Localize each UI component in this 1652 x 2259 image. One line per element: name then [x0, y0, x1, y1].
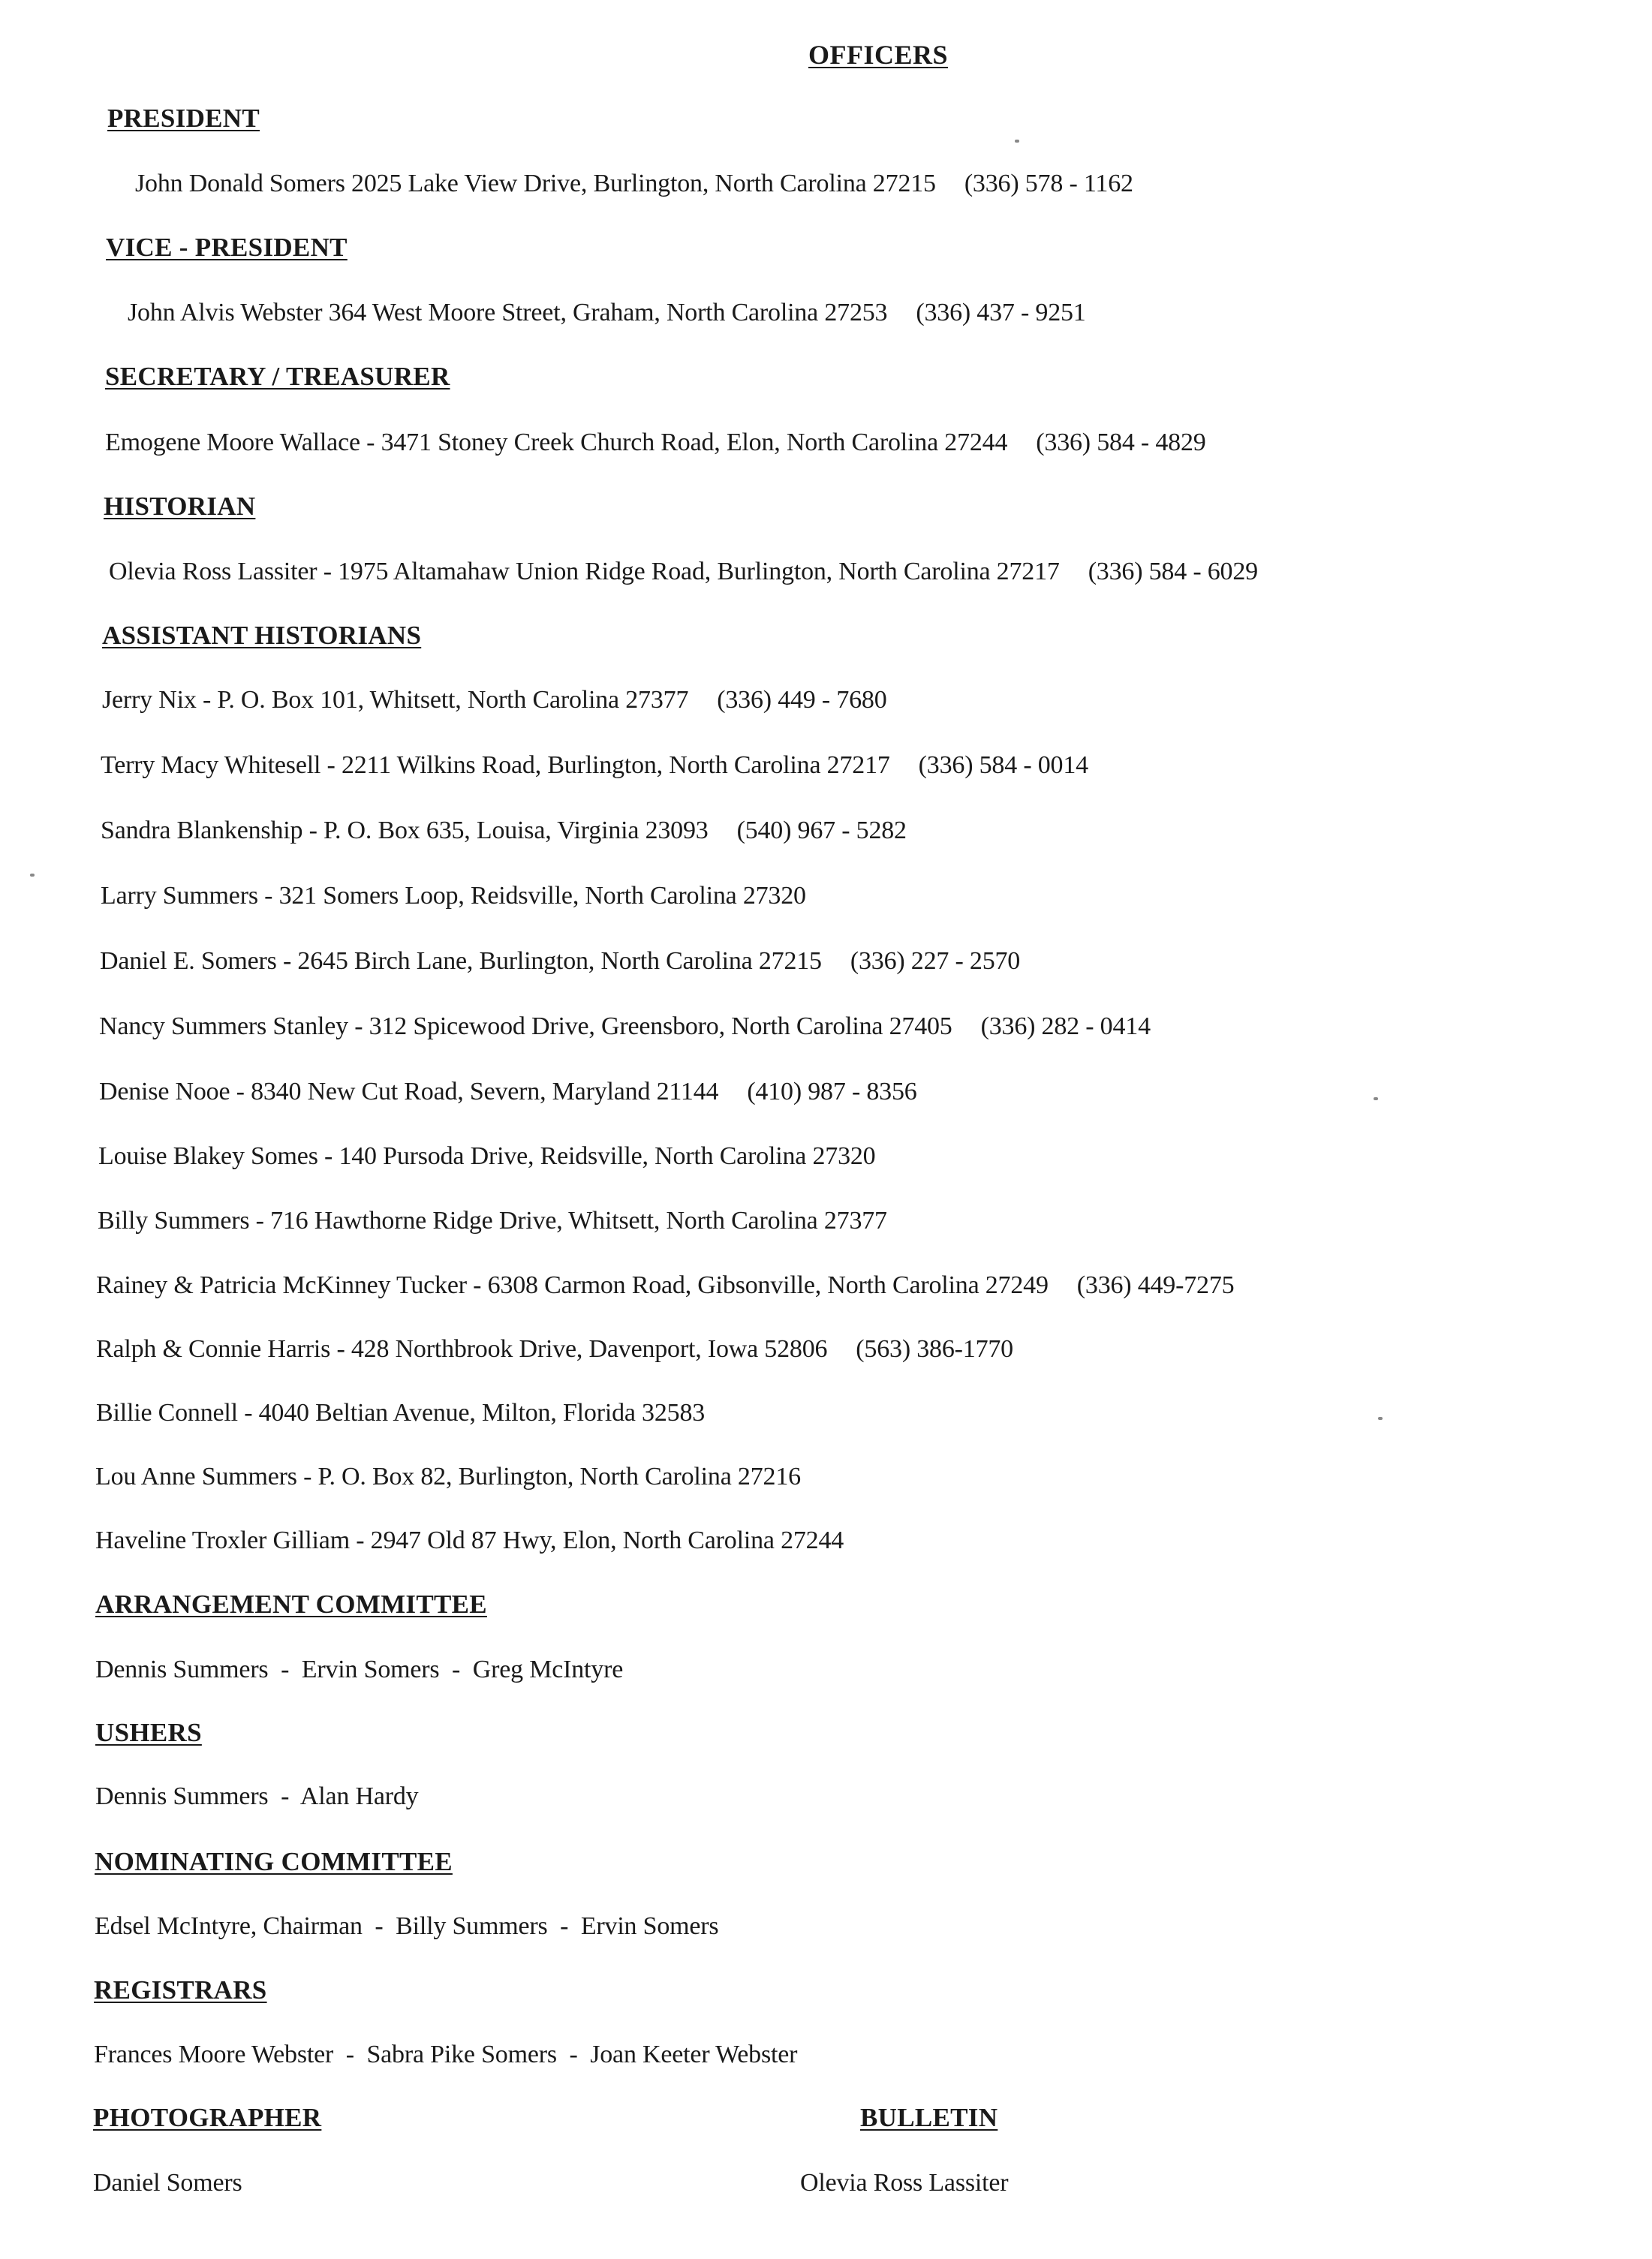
- entry-phone: (336) 584 - 6029: [1088, 558, 1258, 585]
- entry-arrangement-committee: [95, 1656, 623, 1684]
- entry-assistant-historian: [101, 817, 907, 845]
- entry-phone: (410) 987 - 8356: [747, 1078, 917, 1105]
- entry-text: Frances Moore Webster - Sabra Pike Somers - Joan Keeter Webster: [94, 2041, 798, 2068]
- entry-text: Billie Connell - 4040 Beltian Avenue, Milton, Florida 32583: [96, 1399, 706, 1427]
- entry-assistant-historian: [96, 1335, 1013, 1364]
- entry-phone: (336) 282 - 0414: [980, 1012, 1151, 1040]
- heading-secretary-treasurer: SECRETARY / TREASURER: [105, 362, 450, 391]
- entry-text: Daniel E. Somers - 2645 Birch Lane, Burlington, North Carolina 27215: [100, 947, 822, 975]
- entry-assistant-historian: [95, 1463, 801, 1491]
- entry-phone: (336) 449-7275: [1076, 1271, 1235, 1299]
- entry-phone: (336) 227 - 2570: [850, 947, 1021, 975]
- entry-phone: (336) 584 - 0014: [918, 751, 1088, 779]
- entry-assistant-historian: [95, 1527, 844, 1555]
- heading-assistant-historians: ASSISTANT HISTORIANS: [102, 621, 422, 650]
- entry-phone: (563) 386-1770: [856, 1335, 1013, 1363]
- heading-photographer: PHOTOGRAPHER: [93, 2103, 322, 2132]
- entry-vice-president: [128, 299, 1086, 327]
- entry-assistant-historian: [96, 1399, 705, 1427]
- entry-text: John Alvis Webster 364 West Moore Street, Graham, North Carolina 27253: [128, 299, 888, 326]
- entry-assistant-historian: [99, 1078, 917, 1106]
- entry-assistant-historian: [102, 686, 887, 714]
- scan-speck: [1378, 1417, 1383, 1420]
- entry-text: Dennis Summers - Ervin Somers - Greg McIntyre: [95, 1656, 624, 1683]
- entry-text: Nancy Summers Stanley - 312 Spicewood Drive, Greensboro, North Carolina 27405: [99, 1012, 952, 1040]
- entry-text: Ralph & Connie Harris - 428 Northbrook Drive, Davenport, Iowa 52806: [96, 1335, 828, 1363]
- entry-text: Rainey & Patricia McKinney Tucker - 6308 Carmon Road, Gibsonville, North Carolina 27249: [96, 1271, 1049, 1299]
- entry-text: Dennis Summers - Alan Hardy: [95, 1782, 419, 1810]
- heading-ushers: USHERS: [95, 1718, 202, 1747]
- heading-bulletin: BULLETIN: [860, 2103, 998, 2132]
- heading-arrangement-committee: ARRANGEMENT COMMITTEE: [95, 1590, 487, 1619]
- entry-text: Lou Anne Summers - P. O. Box 82, Burlington, North Carolina 27216: [95, 1463, 801, 1490]
- entry-text: Terry Macy Whitesell - 2211 Wilkins Road, Burlington, North Carolina 27217: [101, 751, 890, 779]
- entry-text: Jerry Nix - P. O. Box 101, Whitsett, North Carolina 27377: [102, 686, 689, 714]
- scan-speck: [1015, 140, 1019, 143]
- entry-text: Daniel Somers: [93, 2169, 242, 2197]
- entry-assistant-historian: [96, 1271, 1234, 1300]
- entry-text: John Donald Somers 2025 Lake View Drive, Burlington, North Carolina 27215: [135, 170, 936, 197]
- entry-nominating-committee: [95, 1912, 718, 1941]
- scan-speck: [1374, 1097, 1378, 1100]
- entry-assistant-historian: [101, 882, 806, 910]
- entry-assistant-historian: [98, 1142, 875, 1171]
- entry-assistant-historian: [99, 1012, 1151, 1041]
- entry-phone: (336) 578 - 1162: [964, 170, 1133, 197]
- entry-bulletin: [800, 2169, 1008, 2197]
- page-title: OFFICERS: [808, 40, 949, 70]
- entry-text: Olevia Ross Lassiter - 1975 Altamahaw Union Ridge Road, Burlington, North Carolina 27217: [109, 558, 1060, 585]
- entry-text: Olevia Ross Lassiter: [800, 2169, 1009, 2197]
- entry-registrars: [94, 2041, 797, 2069]
- heading-vice-president: VICE - PRESIDENT: [106, 233, 348, 262]
- entry-text: Louise Blakey Somes - 140 Pursoda Drive, Reidsville, North Carolina 27320: [98, 1142, 876, 1170]
- entry-phone: (540) 967 - 5282: [736, 817, 907, 844]
- entry-text: Haveline Troxler Gilliam - 2947 Old 87 Hwy, Elon, North Carolina 27244: [95, 1527, 844, 1554]
- entry-text: Edsel McIntyre, Chairman - Billy Summers - Ervin Somers: [95, 1912, 719, 1940]
- heading-nominating-committee: NOMINATING COMMITTEE: [95, 1847, 453, 1876]
- scan-speck: [30, 874, 35, 877]
- entry-text: Denise Nooe - 8340 New Cut Road, Severn, Maryland 21144: [99, 1078, 719, 1105]
- entry-president: [135, 170, 1133, 198]
- entry-assistant-historian: [101, 751, 1088, 780]
- entry-phone: (336) 437 - 9251: [916, 299, 1086, 326]
- entry-text: Billy Summers - 716 Hawthorne Ridge Drive, Whitsett, North Carolina 27377: [98, 1207, 887, 1235]
- entry-text: Larry Summers - 321 Somers Loop, Reidsville, North Carolina 27320: [101, 882, 806, 910]
- heading-historian: HISTORIAN: [104, 492, 256, 521]
- entry-text: Emogene Moore Wallace - 3471 Stoney Creek Church Road, Elon, North Carolina 27244: [105, 429, 1008, 456]
- entry-historian: [109, 558, 1258, 586]
- entry-photographer: [93, 2169, 242, 2197]
- entry-phone: (336) 584 - 4829: [1036, 429, 1206, 456]
- heading-registrars: REGISTRARS: [94, 1975, 267, 2005]
- entry-assistant-historian: [100, 947, 1020, 976]
- entry-phone: (336) 449 - 7680: [717, 686, 887, 714]
- heading-president: PRESIDENT: [107, 104, 260, 133]
- entry-secretary-treasurer: [105, 429, 1206, 457]
- entry-text: Sandra Blankenship - P. O. Box 635, Louisa, Virginia 23093: [101, 817, 709, 844]
- entry-ushers: [95, 1782, 418, 1811]
- entry-assistant-historian: [98, 1207, 887, 1235]
